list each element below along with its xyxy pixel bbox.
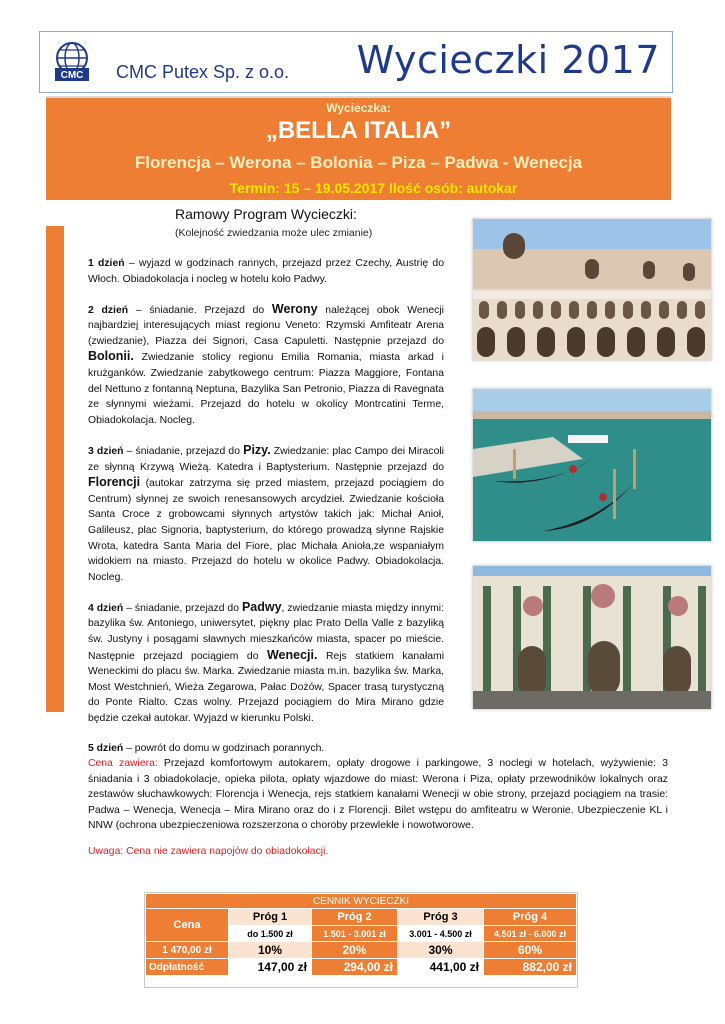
price-warning: Uwaga: Cena nie zawiera napojów do obiadokolacji. (88, 846, 329, 857)
tier-4-range: 4.501 zł - 6.000 zł (484, 926, 576, 941)
program-subtitle: (Kolejność zwiedzania może ulec zmianie) (175, 227, 373, 239)
day-2: 2 dzień – śniadanie. Przejazd do Werony należącej obok Wenecji najbardziej interesujących miast regionu Veneto: Rzymski Amfiteatr Arena (zwiedzanie), Piazza dei Signori, Casa Capuletti. Następnie przejazd do Bolonii. Zwiedzanie stolicy regionu Emilia Romania, miasta arkad i krużganków. Zwiedzanie zabytkowego centrum: Piazza Maggiore, Fontana del Nettuno z fontanną Neptuna, Bazylika San Petronio, Piazza di Ravegnata ze słynnymi wieżami. Przejazd do hotelu w okolicy Montrcatini Terme, Obiadokolacja. Nocleg. (88, 301, 444, 426)
price-table (144, 892, 578, 988)
price-includes: Cena zawiera: Przejazd komfortowym autokarem, opłaty drogowe i parkingowe, 3 noclegi w hotelach, wyżywienie: 3 śniadania i 3 obiadokolacje, opieka pilota, opłaty wjazdowe do miast: Werona i Piza, opłaty przewodników lokalnych oraz zestawów słuchawkowych: Florencja i Wenecja, rejs statkiem kanałami Wenecji w obie strony, przejazd pociągiem na trasie: Padwa – Wenecja, Wenecja – Mira Mirano oraz do i z Florencji. Bilet wstępu do amfiteatru w Weronie. Ubezpieczenie KL i NNW (ochrona ubezpieczeniowa rozszerzona o choroby przewlekłe i nowotworowe. (88, 758, 668, 832)
side-accent-bar (46, 226, 64, 712)
photo-venice-gondolas (472, 388, 712, 542)
cena-label: Cena (146, 909, 228, 941)
trip-label: Wycieczka: (326, 101, 391, 115)
document-title: Wycieczki 2017 (356, 38, 660, 82)
tier-3-amount: 441,00 zł (398, 959, 483, 975)
svg-text:CMC: CMC (60, 70, 84, 81)
tier-2-name: Próg 2 (312, 909, 397, 925)
trip-term: Termin: 15 – 19.05.2017 Ilość osób: autokar (229, 180, 518, 196)
tier-3-name: Próg 3 (398, 909, 483, 925)
tier-2-range: 1.501 - 3.001 zł (312, 926, 397, 941)
day-4: 4 dzień – śniadanie, przejazd do Padwy, zwiedzanie miasta między innymi: bazylika św. Antoniego, uniwersytet, piękny plac Prato Della Valle z bazyliką św. Justyny i posągami sławnych mieszkańców miasta, spacer po mieście. Następnie przejazd pociągiem do Wenecji. Rejs statkiem kanałami Weneckimi do placu św. Marka. Zwiedzanie miasta m.in. bazylika św. Marka, Most Westchnień, Wieża Zegarowa, Pałac Dożów, Spacer trasą turystyczną do Ponte Rialto. Czas wolny. Przejazd pociągiem do Mira Mirano gdzie będzie czekał autokar. Wyjazd w kierunku Polski. (88, 599, 444, 724)
trip-price: 1 470,00 zł (146, 942, 228, 958)
trip-title: „BELLA ITALIA” (265, 117, 452, 144)
odplatnosc-label: Odpłatność (146, 959, 228, 975)
tier-4-amount: 882,00 zł (484, 959, 576, 975)
cmc-logo (49, 40, 95, 86)
program-title: Ramowy Program Wycieczki: (175, 206, 357, 222)
program-body (88, 256, 444, 771)
day-5: 5 dzień – powrót do domu w godzinach porannych. (88, 743, 325, 755)
tier-4-percent: 60% (484, 942, 576, 958)
price-table-title: CENNIK WYCIECZKI (146, 894, 576, 908)
tier-1-percent: 10% (229, 942, 311, 958)
tier-3-range: 3.001 - 4.500 zł (398, 926, 483, 941)
tier-4-name: Próg 4 (484, 909, 576, 925)
company-name: CMC Putex Sp. z o.o. (116, 62, 290, 82)
day-3: 3 dzień – śniadanie, przejazd do Pizy. Zwiedzanie: plac Campo dei Miracoli ze słynną Krzywą Wieżą. Katedra i Baptysterium. Następnie przejazd do Florencji (autokar zatrzyma się przed miastem, przejazd pociągiem do Centrum) słynnej ze swoich renesansowych arcydzieł. Zwiedzanie kościoła Santa Croce z grobowcami słynnych artystów takich jak: Michał Anioł, Galileusz, plac Signoria, baptysterium, do którego prowadzą słynne Rajskie Wrota, katedra Santa Maria del Fiore, plac Michała Anioła,ze wspaniałym widokiem na miasto. Przejazd do hotelu w okolice Padwy. Obiadokolacja. Nocleg. (88, 442, 444, 583)
trip-route: Florencja – Werona – Bolonia – Piza – Padwa - Wenecja (134, 153, 583, 172)
photo-doge-palace (472, 218, 712, 361)
trip-banner (46, 96, 671, 200)
tier-1-name: Próg 1 (229, 909, 311, 925)
document-header (39, 31, 673, 93)
photo-florence-cathedral (472, 565, 712, 710)
tier-2-amount: 294,00 zł (312, 959, 397, 975)
tier-3-percent: 30% (398, 942, 483, 958)
day-1: 1 dzień – wyjazd w godzinach rannych, przejazd przez Czechy, Austrię do Włoch. Obiadokolacja i nocleg w hotelu koło Padwy. (88, 258, 444, 285)
tier-1-amount: 147,00 zł (229, 959, 311, 975)
tier-1-range: do 1.500 zł (229, 926, 311, 941)
tier-2-percent: 20% (312, 942, 397, 958)
